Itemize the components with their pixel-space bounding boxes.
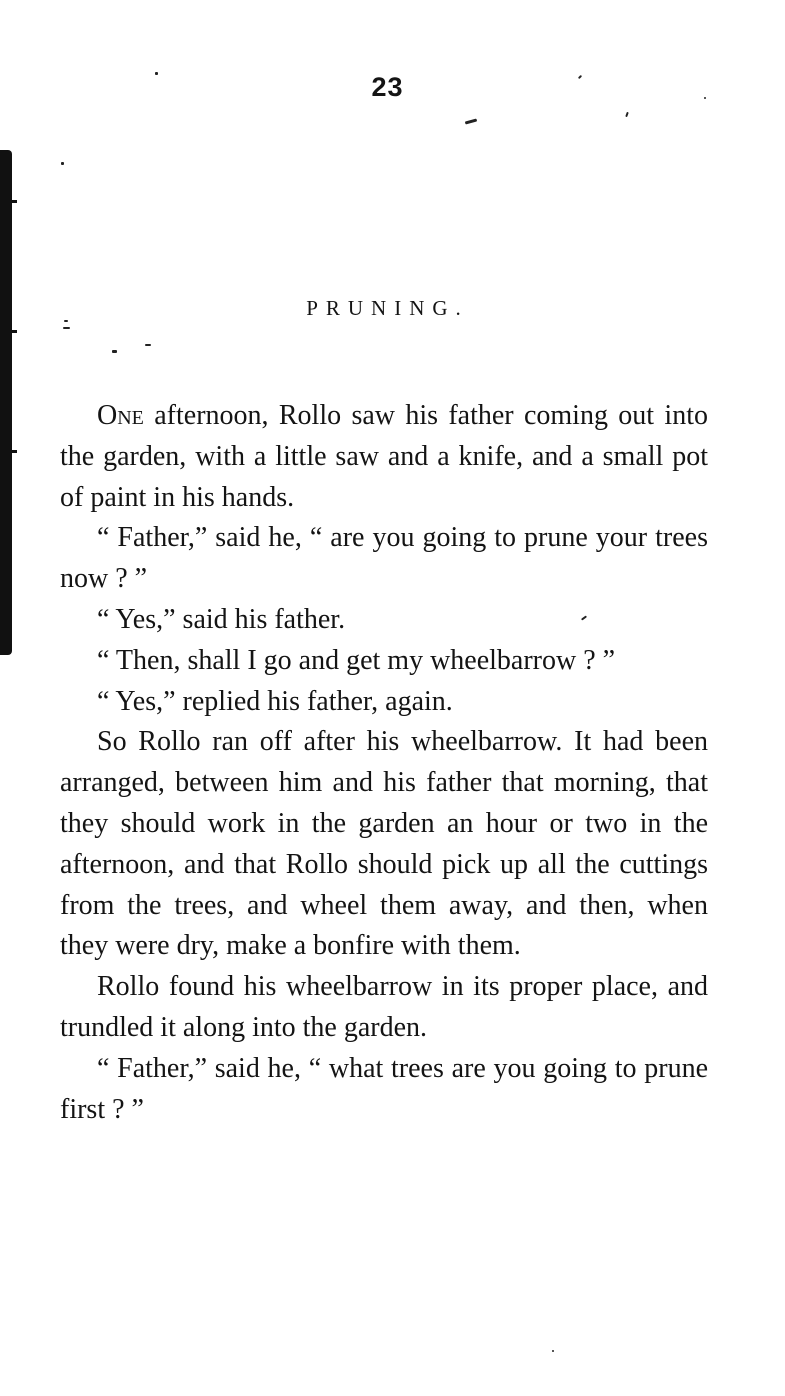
- paragraph: “ Yes,” replied his father, again.: [97, 685, 453, 717]
- ink-speck: [625, 112, 629, 117]
- body-text: [60, 396, 708, 1130]
- ink-speck: [61, 162, 64, 165]
- ink-speck: [465, 118, 477, 124]
- ink-speck: [112, 350, 117, 353]
- ink-speck: [552, 1350, 554, 1352]
- drop-lead-word: One: [97, 400, 144, 431]
- binding-edge-mark: [12, 330, 17, 333]
- paragraph: [60, 396, 708, 518]
- paragraph: Rollo found his wheelbarrow in its proper place, and trundled it along into the garden.: [60, 971, 708, 1043]
- paragraph-text: afternoon, Rollo saw his father coming out into the garden, with a little saw and a knife, and a small pot of paint in his hands.: [60, 400, 708, 513]
- ink-speck: [63, 327, 70, 329]
- chapter-title: PRUNING.: [306, 296, 469, 320]
- paragraph: “ Yes,” said his father.: [97, 603, 346, 635]
- paragraph: “ Father,” said he, “ are you going to prune your trees now ? ”: [60, 522, 708, 595]
- binding-edge-mark: [12, 200, 17, 203]
- page-number: 23: [371, 72, 404, 102]
- binding-edge-shadow: [0, 150, 12, 655]
- binding-edge-mark: [12, 450, 17, 453]
- ink-speck: [145, 344, 151, 346]
- paragraph: So Rollo ran off after his wheelbarrow. It had been arranged, between him and his father that morning, that they should work in the garden an hour or two in the afternoon, and that Rollo should pick up all the cuttings from the trees, and wheel them away, and then, when they were dry, make a bonfire with them.: [60, 726, 708, 962]
- paragraph: “ Then, shall I go and get my wheelbarrow ? ”: [97, 644, 616, 676]
- paragraph: “ Father,” said he, “ what trees are you going to prune first ? ”: [60, 1052, 708, 1125]
